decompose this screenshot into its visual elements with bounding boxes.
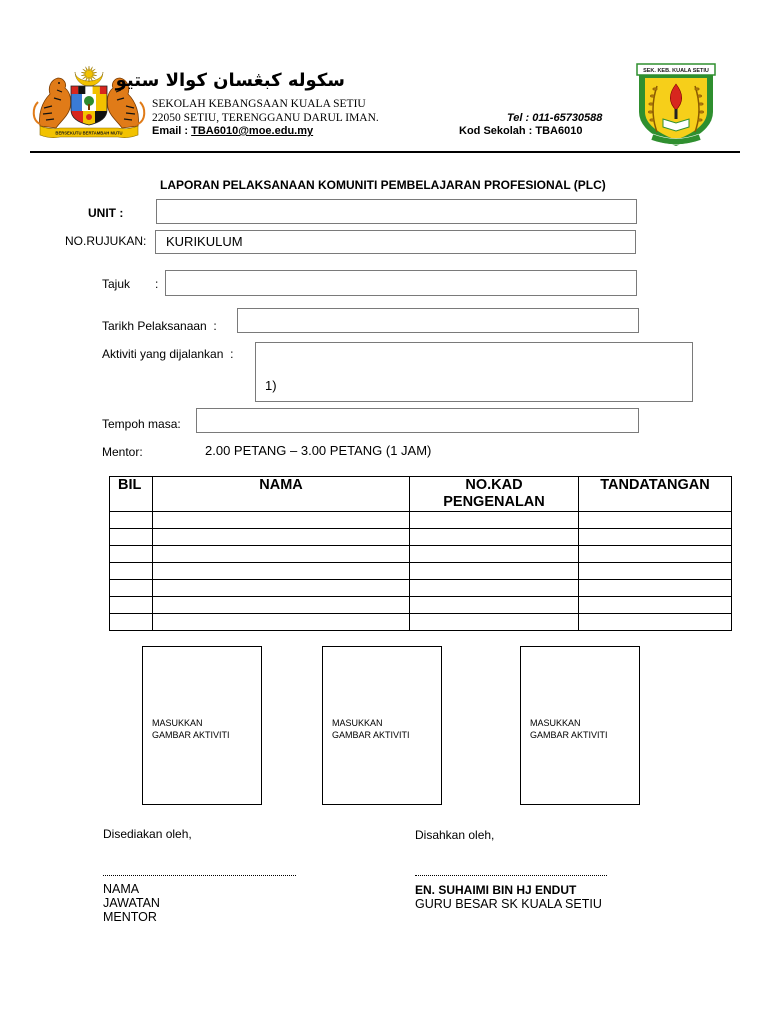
table-cell-bil (110, 512, 153, 529)
no-rujukan-field (155, 230, 636, 254)
prepared-role: MENTOR (103, 910, 157, 924)
table-cell-nama (153, 614, 410, 631)
aktiviti-label: Aktiviti yang dijalankan : (102, 347, 234, 361)
prepared-by-label: Disediakan oleh, (103, 827, 192, 841)
table-cell-nama (153, 512, 410, 529)
table-cell-no-kad (410, 529, 579, 546)
table-cell-bil (110, 580, 153, 597)
photo-placeholder-3 (520, 646, 640, 805)
photo-placeholder-line2: GAMBAR AKTIVITI (332, 730, 410, 740)
school-name: SEKOLAH KEBANGSAAN KUALA SETIU (152, 98, 366, 110)
approver-name: EN. SUHAIMI BIN HJ ENDUT (415, 883, 577, 897)
photo-placeholder-2 (322, 646, 442, 805)
approved-by-label: Disahkan oleh, (415, 828, 495, 842)
telephone: Tel : 011-65730588 (507, 112, 603, 124)
prepared-position: JAWATAN (103, 896, 160, 910)
header-no-kad (410, 477, 579, 512)
page-title: LAPORAN PELAKSANAAN KOMUNITI PEMBELAJARAN PROFESIONAL (PLC) (160, 178, 606, 192)
table-cell-tandatangan (579, 580, 732, 597)
school-code: Kod Sekolah : TBA6010 (459, 125, 583, 137)
aktiviti-field (255, 342, 693, 402)
mentor-label: Mentor: (102, 445, 143, 459)
unit-label: UNIT : (88, 206, 124, 220)
coat-of-arms-motto: BERSEKUTU BERTAMBAH MUTU (55, 130, 123, 136)
table-cell-tandatangan (579, 563, 732, 580)
tajuk-label: Tajuk (102, 277, 131, 291)
header-no-kad-text: NO.KAD PENGENALAN (443, 477, 545, 510)
table-cell-no-kad (410, 512, 579, 529)
tajuk-separator: : (155, 277, 159, 291)
tempoh-label: Tempoh masa: (102, 417, 181, 431)
table-cell-nama (153, 563, 410, 580)
header-tandatangan: TANDATANGAN (579, 477, 732, 512)
mentor-table (109, 476, 732, 631)
header-divider (30, 151, 740, 153)
photo-placeholder-line2: GAMBAR AKTIVITI (152, 730, 230, 740)
tarikh-field (237, 308, 639, 333)
table-row (110, 546, 732, 563)
table-cell-tandatangan (579, 512, 732, 529)
no-rujukan-label: NO.RUJUKAN: (65, 234, 147, 248)
table-cell-no-kad (410, 614, 579, 631)
table-cell-tandatangan (579, 546, 732, 563)
table-cell-tandatangan (579, 529, 732, 546)
table-cell-no-kad (410, 580, 579, 597)
header-nama: NAMA (153, 477, 410, 512)
photo-placeholder-line1: MASUKKAN (152, 718, 203, 728)
table-cell-tandatangan (579, 597, 732, 614)
shield-icon (71, 86, 107, 126)
unit-value: KURIKULUM (166, 234, 243, 249)
table-cell-bil (110, 546, 153, 563)
crescent-star-icon (75, 66, 103, 86)
table-cell-no-kad (410, 563, 579, 580)
table-cell-nama (153, 597, 410, 614)
tempoh-field (196, 408, 639, 458)
school-address: 22050 SETIU, TERENGGANU DARUL IMAN. (152, 112, 379, 124)
table-row (110, 563, 732, 580)
table-row (110, 580, 732, 597)
school-name-jawi: سکوله کبڠسان کوالا ستيو (115, 70, 345, 91)
aktiviti-value: 1) (265, 378, 277, 393)
table-cell-bil (110, 614, 153, 631)
approved-signature-line (415, 875, 607, 876)
header-bil: BIL (110, 477, 153, 512)
crest-banner-text: SEK. KEB. KUALA SETIU (643, 68, 709, 74)
photo-placeholder-1 (142, 646, 262, 805)
table-cell-bil (110, 597, 153, 614)
table-cell-nama (153, 546, 410, 563)
table-cell-no-kad (410, 597, 579, 614)
tarikh-label: Tarikh Pelaksanaan : (102, 319, 217, 333)
table-row (110, 614, 732, 631)
table-row (110, 512, 732, 529)
approver-position: GURU BESAR SK KUALA SETIU (415, 897, 602, 911)
table-cell-bil (110, 563, 153, 580)
email-link[interactable]: TBA6010@moe.edu.my (191, 125, 314, 137)
tajuk-field (165, 270, 637, 296)
table-cell-nama (153, 529, 410, 546)
prepared-name: NAMA (103, 882, 140, 896)
table-cell-bil (110, 529, 153, 546)
photo-placeholder-line1: MASUKKAN (332, 718, 383, 728)
table-cell-tandatangan (579, 614, 732, 631)
tiger-left-icon (34, 78, 71, 128)
photo-placeholder-line2: GAMBAR AKTIVITI (530, 730, 608, 740)
unit-field (156, 199, 637, 249)
table-row (110, 529, 732, 546)
photo-placeholder-line1: MASUKKAN (530, 718, 581, 728)
table-cell-no-kad (410, 546, 579, 563)
table-cell-nama (153, 580, 410, 597)
school-crest-logo (635, 62, 717, 150)
table-row (110, 597, 732, 614)
table-header-row (110, 477, 732, 512)
email-line (152, 124, 313, 138)
mentor-table-body (110, 512, 732, 631)
prepared-signature-line (103, 875, 296, 876)
email-label: Email : (152, 125, 192, 137)
tempoh-value: 2.00 PETANG – 3.00 PETANG (1 JAM) (205, 443, 432, 458)
